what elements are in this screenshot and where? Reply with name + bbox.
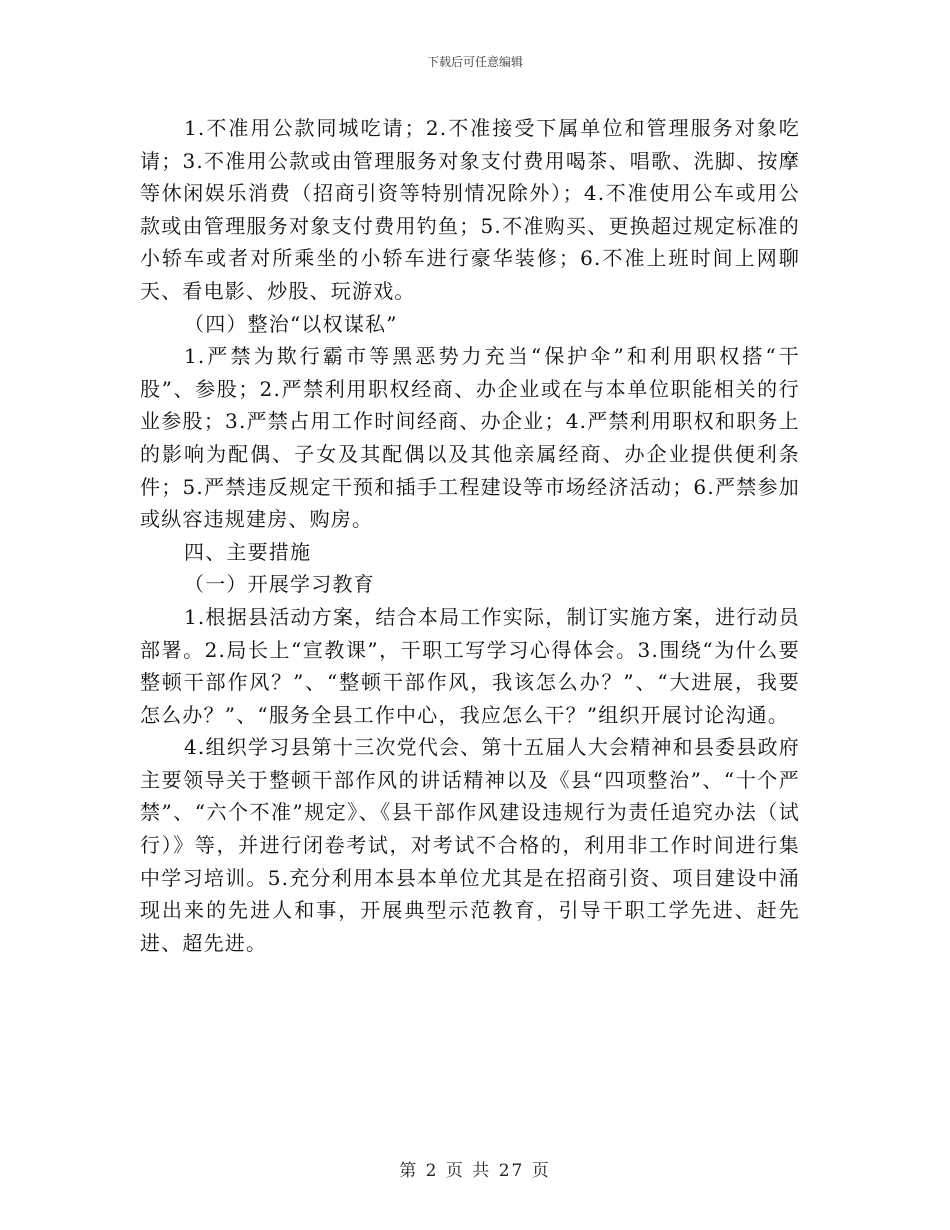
page-header: 下载后可任意编辑: [426, 55, 523, 69]
paragraph-mobilization: 1.根据县活动方案，结合本局工作实际，制订实施方案，进行动员部署。2.局长上“宣教课”，干职工写学习心得体会。3.围绕“为什么要整顿干部作风？”、“整顿干部作风，我该怎么办？”、“大进展，我要怎么办？”、“服务全县工作中心，我应怎么干？”组织开展讨论沟通。: [140, 604, 800, 727]
paragraph-prohibitions-list: 1.不准用公款同城吃请；2.不准接受下属单位和管理服务对象吃请；3.不准用公款或由管理服务对象支付费用喝茶、唱歌、洗脚、按摩等休闲娱乐消费（招商引资等特别情况除外）；4.不准使用公车或用公款或由管理服务对象支付费用钓鱼；5.不准购买、更换超过规定标准的小轿车或者对所乘坐的小轿车进行豪华装修；6.不准上班时间上网聊天、看电影、炒股、玩游戏。: [140, 116, 800, 303]
section-heading-main-measures: 四、主要措施: [184, 539, 312, 564]
paragraph-strict-bans: 1.严禁为欺行霸市等黑恶势力充当“保护伞”和利用职权搭“干股”、参股；2.严禁利用职权经商、办企业或在与本单位职能相关的行业参股；3.严禁占用工作时间经商、办企业；4.严禁利用职权和职务上的影响为配偶、子女及其配偶以及其他亲属经商、办企业提供便利条件；5.严禁违反规定干预和插手工程建设等市场经济活动；6.严禁参加或纵容违规建房、购房。: [140, 344, 800, 532]
paragraph-study-and-exams: 4.组织学习县第十三次党代会、第十五届人大会精神和县委县政府主要领导关于整顿干部作风的讲话精神以及《县“四项整治”、“十个严禁”、“六个不准”规定》、《县干部作风建设违规行为责任追究办法（试行）》等，并进行闭卷考试，对考试不合格的，利用非工作时间进行集中学习培训。5.充分利用本县本单位尤其是在招商引资、项目建设中涌现出来的先进人和事，开展典型示范教育，引导干职工学先进、赶先进、超先进。: [140, 735, 800, 955]
document-body: [140, 112, 800, 959]
page-number-footer: 第 2 页 共 27 页: [399, 1161, 551, 1181]
subsection-heading-learning-education: （一）开展学习教育: [184, 572, 375, 597]
section-heading-abuse-of-power: （四）整治“以权谋私”: [184, 311, 398, 336]
